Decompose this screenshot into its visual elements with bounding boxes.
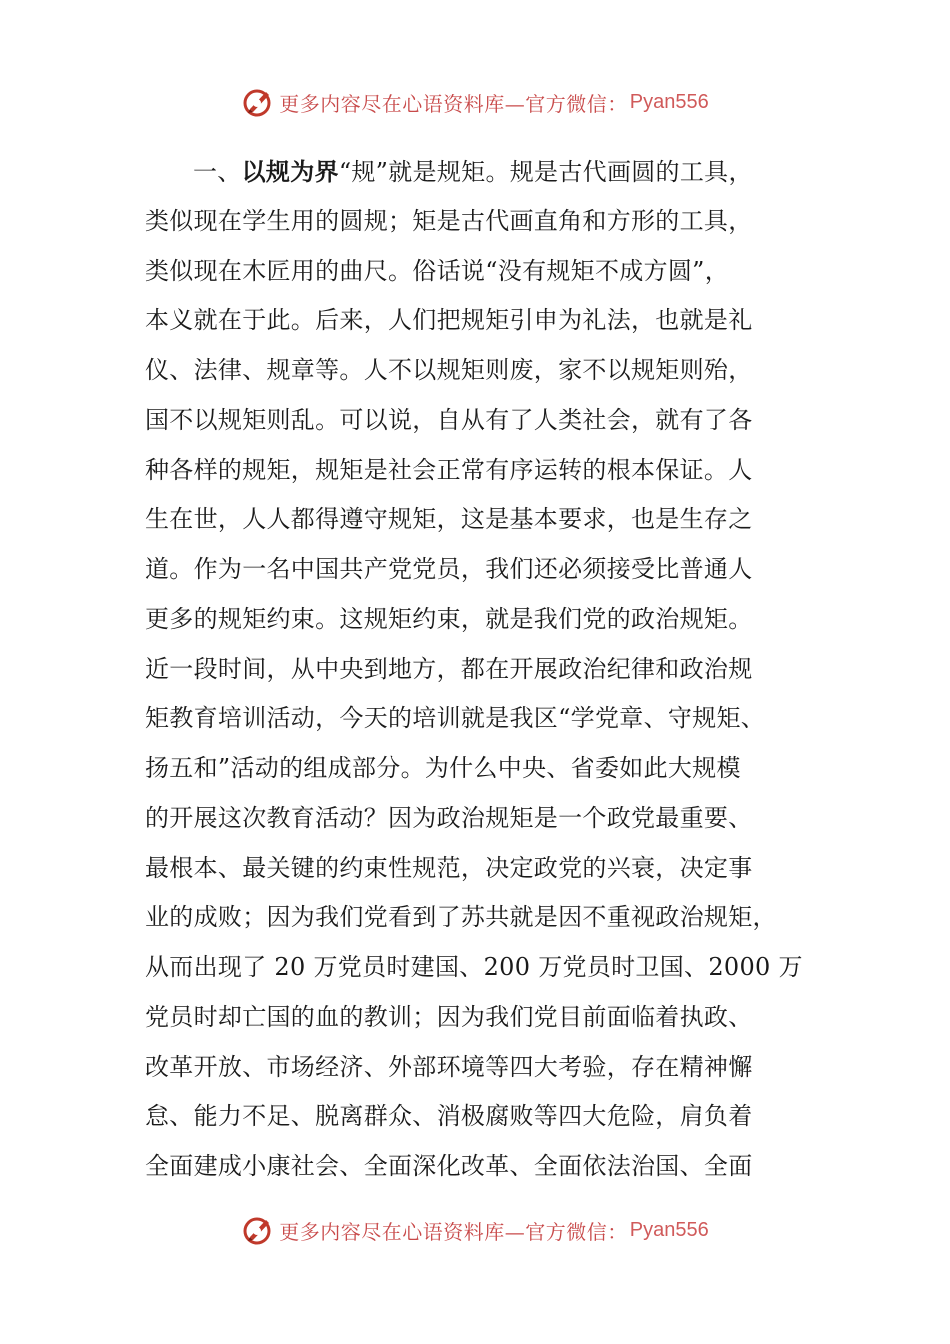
banner-text: 更多内容尽在心语资料库—官方微信： [279, 1219, 628, 1244]
paragraph-line: 种各样的规矩，规矩是社会正常有序运转的根本保证。人 [145, 455, 753, 484]
paragraph-line: 仪、法律、规章等。人不以规矩则废，家不以规矩则殆， [145, 356, 753, 384]
section-lead-text: “规”就是规矩。规是古代画圆的工具， [338, 158, 753, 186]
section-prefix: 一、 [193, 158, 242, 186]
paragraph-line: 全面建成小康社会、全面深化改革、全面依法治国、全面 [145, 1152, 753, 1180]
footer-banner [0, 1210, 950, 1250]
paragraph-line: 党员时却亡国的血的教训；因为我们党目前面临着执政、 [145, 1002, 753, 1031]
pen-logo-icon [241, 1213, 275, 1247]
paragraph-line: 怠、能力不足、脱离群众、消极腐败等四大危险，肩负着 [145, 1102, 753, 1131]
paragraph-line: 改革开放、市场经济、外部环境等四大考验，存在精神懈 [145, 1052, 753, 1081]
header-banner [0, 82, 950, 122]
paragraph-line: 本义就在于此。后来，人们把规矩引申为礼法，也就是礼 [145, 306, 753, 335]
section-heading: 以规为界 [241, 157, 339, 186]
paragraph-line: 扬五和”活动的组成部分。为什么中央、省委如此大规模 [145, 754, 741, 782]
paragraph-line: 国不以规矩则乱。可以说，自从有了人类社会，就有了各 [145, 405, 753, 434]
paragraph-line: 道。作为一名中国共产党党员，我们还必须接受比普通人 [145, 555, 753, 583]
paragraph-line: 生在世，人人都得遵守规矩，这是基本要求，也是生存之 [145, 505, 753, 534]
paragraph-line [145, 147, 805, 197]
paragraph-line: 的开展这次教育活动？因为政治规矩是一个政党最重要、 [145, 803, 753, 832]
document-body [145, 147, 805, 1192]
paragraph-line: 从而出现了 20 万党员时建国、200 万党员时卫国、2000 万 [145, 953, 803, 981]
paragraph-line: 矩教育培训活动，今天的培训就是我区“学党章、守规矩、 [145, 704, 766, 733]
paragraph-line: 类似现在学生用的圆规；矩是古代画直角和方形的工具， [145, 206, 753, 235]
paragraph-line: 业的成败；因为我们党看到了苏共就是因不重视政治规矩， [145, 903, 777, 932]
paragraph-line: 近一段时间，从中央到地方，都在开展政治纪律和政治规 [145, 654, 753, 683]
pen-logo-icon [241, 85, 275, 119]
banner-text: 更多内容尽在心语资料库—官方微信： [279, 91, 628, 116]
paragraph-line: 类似现在木匠用的曲尺。俗话说“没有规矩不成方圆”， [145, 256, 730, 285]
paragraph-line: 更多的规矩约束。这规矩约束，就是我们党的政治规矩。 [145, 604, 753, 633]
paragraph-line: 最根本、最关键的约束性规范，决定政党的兴衰，决定事 [145, 853, 753, 882]
banner-wechat-id: Pyan556 [629, 1218, 709, 1241]
banner-wechat-id: Pyan556 [629, 90, 709, 113]
